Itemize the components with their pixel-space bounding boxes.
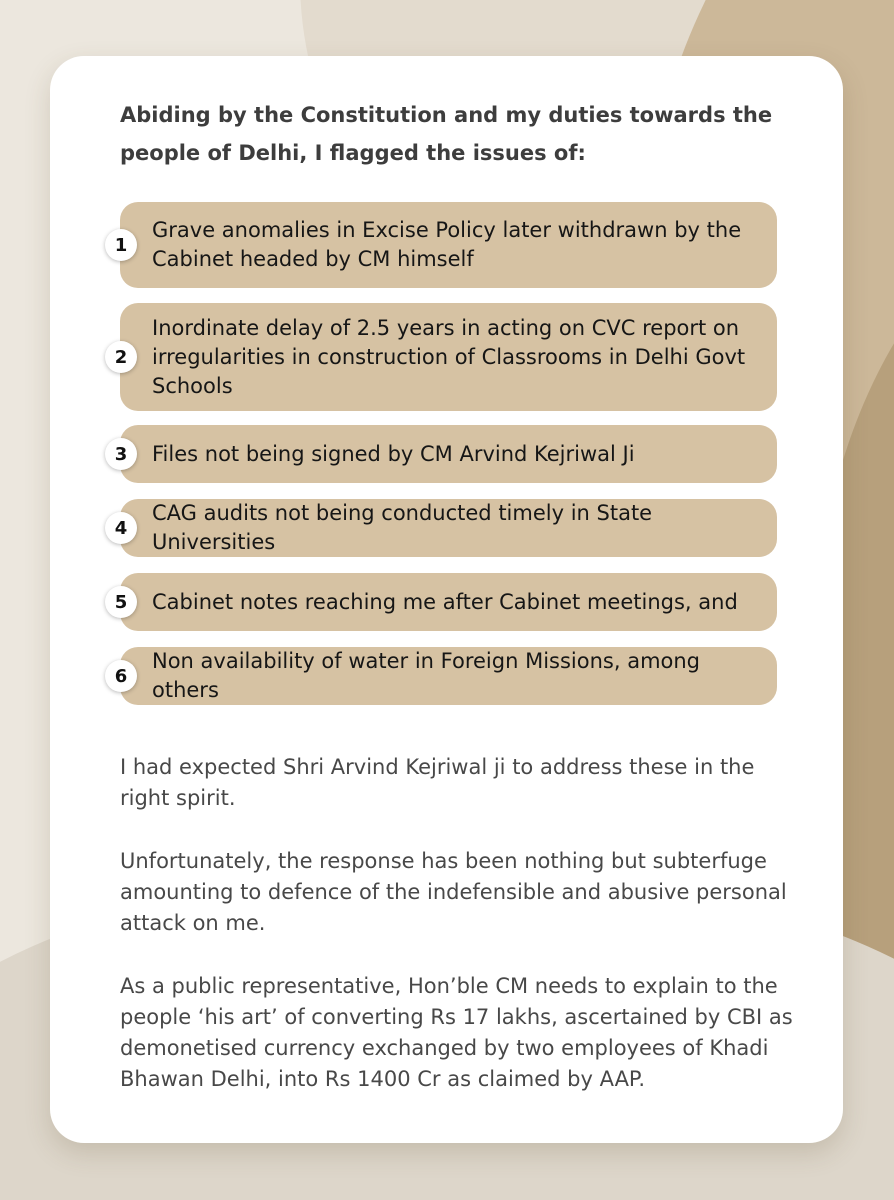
issue-item-5 xyxy=(114,573,777,631)
issue-number-badge: 3 xyxy=(105,438,137,470)
issue-item-3 xyxy=(114,425,777,483)
issue-text: Inordinate delay of 2.5 years in acting on CVC report on irregularities in construction of Classrooms in Delhi Govt Schools xyxy=(152,315,746,398)
body-paragraph-2: Unfortunately, the response has been nothing but subterfuge amounting to defence of the indefensible and abusive personal attack on me. xyxy=(120,849,787,935)
intro-heading: Abiding by the Constitution and my duties towards the people of Delhi, I flagged the issues of: xyxy=(120,103,773,165)
issue-number-badge: 5 xyxy=(105,586,137,618)
issue-item-4 xyxy=(114,499,777,557)
issue-text: Files not being signed by CM Arvind Kejriwal Ji xyxy=(152,441,635,466)
issue-number-badge: 2 xyxy=(105,341,137,373)
issue-text: Non availability of water in Foreign Missions, among others xyxy=(152,649,701,702)
body-paragraph-3: As a public representative, Hon’ble CM needs to explain to the people ‘his art’ of converting Rs 17 lakhs, ascertained by CBI as demonetised currency exchanged by two employees of Khadi Bhawan Delhi, into Rs 1400 Cr as claimed by AAP. xyxy=(120,974,793,1091)
issue-item-1 xyxy=(114,202,777,288)
issue-number-badge: 6 xyxy=(105,660,137,692)
issue-item-2 xyxy=(114,303,777,411)
issue-number-badge: 4 xyxy=(105,512,137,544)
issue-number-badge: 1 xyxy=(105,229,137,261)
issue-text: Cabinet notes reaching me after Cabinet meetings, and xyxy=(152,589,738,614)
body-paragraph-1: I had expected Shri Arvind Kejriwal ji to address these in the right spirit. xyxy=(120,755,755,810)
issue-item-6 xyxy=(114,647,777,705)
issue-text: Grave anomalies in Excise Policy later withdrawn by the Cabinet headed by CM himself xyxy=(152,218,742,271)
content-card xyxy=(50,56,843,1143)
issue-text: CAG audits not being conducted timely in State Universities xyxy=(152,501,653,554)
